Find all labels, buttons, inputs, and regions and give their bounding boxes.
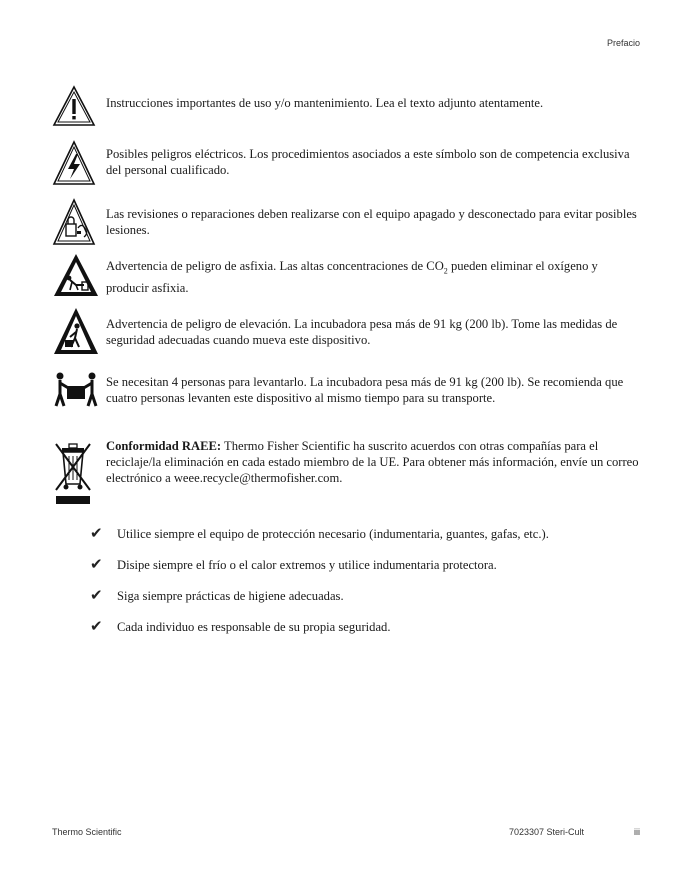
checkmark-icon: ✔	[90, 555, 103, 573]
footer-doc-id: 7023307 Steri-Cult	[508, 827, 584, 837]
lifting-hazard-icon	[52, 306, 100, 356]
notice-text: Advertencia de peligro de elevación. La incubadora pesa más de 91 kg (200 lb). Tome las medidas de seguridad adecuadas cuando mueva este dispositivo.	[106, 317, 618, 347]
notice-text: Conformidad RAEE: Thermo Fisher Scientific ha suscrito acuerdos con otras compañías para el reciclaje/la eliminación en cada estado miembro de la UE. Para obtener más información, envíe un correo electrónico a weee.recycle@thermofisher.com.	[106, 439, 639, 485]
disconnect-power-icon	[52, 198, 96, 246]
checkmark-icon: ✔	[90, 617, 103, 635]
notice-text: Instrucciones importantes de uso y/o mantenimiento. Lea el texto adjunto atentamente.	[106, 96, 544, 110]
checkmark-icon: ✔	[90, 524, 103, 542]
running-header: Prefacio	[606, 38, 640, 48]
notice-text: Las revisiones o reparaciones deben realizarse con el equipo apagado y desconectado para evitar posibles lesiones.	[106, 207, 637, 237]
footer-page-number: iii	[634, 827, 640, 837]
weee-crossed-bin-icon	[52, 438, 96, 508]
notice-text: Se necesitan 4 personas para levantarlo. La incubadora pesa más de 91 kg (200 lb). Se recomienda que cuatro personas levanten este dispositivo al mismo tiempo para su transporte.	[106, 375, 624, 405]
notice-text: Posibles peligros eléctricos. Los procedimientos asociados a este símbolo son de competencia exclusiva del personal cualificado.	[106, 147, 630, 177]
warning-exclamation-icon	[52, 85, 96, 127]
checkmark-icon: ✔	[90, 586, 103, 604]
asphyxiation-hazard-icon	[52, 252, 100, 298]
notice-text: Advertencia de peligro de asfixia. Las altas concentraciones de $CO_2$ pueden eliminar el oxígeno y producir asfixia.	[106, 259, 598, 295]
footer-brand: Thermo Scientific	[52, 827, 122, 837]
electrical-hazard-icon	[52, 140, 96, 186]
four-person-lift-icon	[52, 370, 100, 412]
